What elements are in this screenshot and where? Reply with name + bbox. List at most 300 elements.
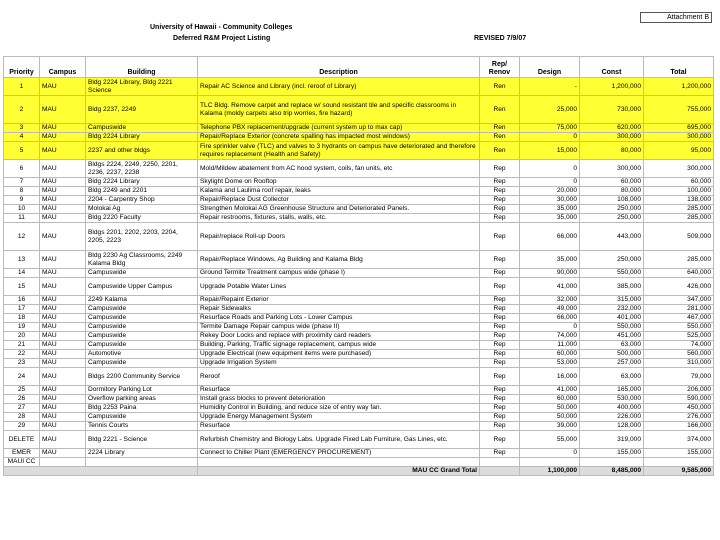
cell-description: Repair/Replace Exterior (concrete spalling has impacted most windows)	[198, 133, 480, 142]
cell-description: Kalama and Laulima roof repair, leaks	[198, 187, 480, 196]
cell-description: Resurface	[198, 386, 480, 395]
cell-campus: MAU	[40, 332, 86, 341]
cell-design: 30,000	[520, 196, 580, 205]
cell-design: 41,000	[520, 278, 580, 296]
table-row	[4, 178, 714, 187]
cell-rr: Rep	[480, 214, 520, 223]
cell-const: 165,000	[580, 386, 644, 395]
cell-campus: MAU	[40, 305, 86, 314]
cell-campus	[40, 458, 86, 467]
cell-building: 2204 - Carpentry Shop	[86, 196, 198, 205]
cell-const: 80,000	[580, 142, 644, 160]
cell-design: 0	[520, 323, 580, 332]
cell-total: 155,000	[644, 449, 714, 458]
cell-const: 530,000	[580, 395, 644, 404]
cell-building: Campuswide	[86, 341, 198, 350]
cell-description	[198, 458, 480, 467]
cell-rr: Rep	[480, 431, 520, 449]
cell-priority: 26	[4, 395, 40, 404]
table-row	[4, 196, 714, 205]
document-subtitle: Deferred R&M Project Listing	[173, 35, 271, 42]
cell-priority: 8	[4, 187, 40, 196]
cell-const: 80,000	[580, 187, 644, 196]
cell-building: Overflow parking areas	[86, 395, 198, 404]
cell-design: 75,000	[520, 124, 580, 133]
cell-total: 206,000	[644, 386, 714, 395]
cell-building: Bldg 2221 - Science	[86, 431, 198, 449]
grand-total-row	[4, 467, 714, 476]
grand-total-label: MAU CC Grand Total	[198, 467, 480, 476]
cell-campus: MAU	[40, 314, 86, 323]
cell-const: 250,000	[580, 251, 644, 269]
cell-total: 467,000	[644, 314, 714, 323]
cell-building: Bldgs 2201, 2202, 2203, 2204, 2205, 2223	[86, 223, 198, 251]
cell-design: 74,000	[520, 332, 580, 341]
table-row	[4, 305, 714, 314]
cell-const: 500,000	[580, 350, 644, 359]
cell-campus: MAU	[40, 269, 86, 278]
cell-description: Humidity Control in Building, and reduce size of entry way fan.	[198, 404, 480, 413]
cell-rr: Ren	[480, 133, 520, 142]
cell-total: 300,000	[644, 160, 714, 178]
cell-total: 347,000	[644, 296, 714, 305]
cell-description: Reroof	[198, 368, 480, 386]
table-row	[4, 96, 714, 124]
cell-campus: MAU	[40, 124, 86, 133]
cell-total: 509,000	[644, 223, 714, 251]
cell-description: Fire sprinkler valve (TLC) and valves to 3 hydrants on campus have deteriorated and therefore requires replacement (Health and Safety)	[198, 142, 480, 160]
cell-total: 100,000	[644, 187, 714, 196]
cell-description: Telephone PBX replacement/upgrade (current system up to max cap)	[198, 124, 480, 133]
cell-description: Repair/Replace Windows, Ag Building and Kalama Bldg	[198, 251, 480, 269]
cell-priority: 11	[4, 214, 40, 223]
cell-description: Connect to Chiller Plant (EMERGENCY PROCUREMENT)	[198, 449, 480, 458]
cell-design: 60,000	[520, 350, 580, 359]
cell-priority: 29	[4, 422, 40, 431]
cell-design: 50,000	[520, 404, 580, 413]
cell-const: 550,000	[580, 323, 644, 332]
table-row	[4, 78, 714, 96]
cell-campus: MAU	[40, 323, 86, 332]
cell-campus: MAU	[40, 386, 86, 395]
cell-const: 443,000	[580, 223, 644, 251]
table-header-row	[4, 57, 714, 78]
cell-campus: MAU	[40, 359, 86, 368]
col-campus: Campus	[40, 57, 86, 78]
cell-rr: Rep	[480, 160, 520, 178]
col-building: Building	[86, 57, 198, 78]
cell-priority: 14	[4, 269, 40, 278]
cell-campus: MAU	[40, 296, 86, 305]
cell-building: Campuswide	[86, 413, 198, 422]
cell-description: Repair/Replace Dust Collector	[198, 196, 480, 205]
cell-campus: MAU	[40, 422, 86, 431]
cell-design: 49,000	[520, 305, 580, 314]
cell-campus: MAU	[40, 133, 86, 142]
table-row	[4, 422, 714, 431]
grand-total-design: 1,100,000	[520, 467, 580, 476]
cell-priority: 15	[4, 278, 40, 296]
cell-campus: MAU	[40, 214, 86, 223]
cell-building: Campuswide	[86, 305, 198, 314]
cell-design: 20,000	[520, 187, 580, 196]
cell-design: 50,000	[520, 413, 580, 422]
cell-description: Resurface Roads and Parking Lots - Lower Campus	[198, 314, 480, 323]
cell-campus: MAU	[40, 223, 86, 251]
cell-rr: Ren	[480, 142, 520, 160]
table-row	[4, 251, 714, 269]
attachment-label: Attachment B	[640, 12, 712, 23]
cell-description: Resurface	[198, 422, 480, 431]
cell-design: 35,000	[520, 214, 580, 223]
cell-design: 16,000	[520, 368, 580, 386]
cell-building: Campuswide Upper Campus	[86, 278, 198, 296]
cell-design: 0	[520, 133, 580, 142]
cell-total: 374,000	[644, 431, 714, 449]
cell-total: 755,000	[644, 96, 714, 124]
cell-campus: MAU	[40, 278, 86, 296]
cell-total: 590,000	[644, 395, 714, 404]
cell-priority: 24	[4, 368, 40, 386]
cell-total: 285,000	[644, 205, 714, 214]
table-row	[4, 214, 714, 223]
table-row	[4, 133, 714, 142]
cell-description: Strengthen Molokai AG Greenhouse Structure and Deteriorated Panels.	[198, 205, 480, 214]
cell-design: -	[520, 78, 580, 96]
cell-description: Ground Termite Treatment campus wide (phase I)	[198, 269, 480, 278]
table-row	[4, 350, 714, 359]
cell-const: 226,000	[580, 413, 644, 422]
cell-rr: Rep	[480, 422, 520, 431]
cell-design: 90,000	[520, 269, 580, 278]
cell-priority: 19	[4, 323, 40, 332]
cell-building: 2237 and other bldgs	[86, 142, 198, 160]
table-row	[4, 413, 714, 422]
cell-campus: MAU	[40, 395, 86, 404]
cell-design: 0	[520, 178, 580, 187]
cell-const: 400,000	[580, 404, 644, 413]
cell-design: 53,000	[520, 359, 580, 368]
cell-description: Repair/Repaint Exterior	[198, 296, 480, 305]
cell-building: Bldg 2224 Library	[86, 133, 198, 142]
cell-design: 60,000	[520, 395, 580, 404]
cell-design: 15,000	[520, 142, 580, 160]
table-row	[4, 278, 714, 296]
cell-campus: MAU	[40, 404, 86, 413]
cell-building: Campuswide	[86, 332, 198, 341]
cell-const: 300,000	[580, 133, 644, 142]
cell-total: 550,000	[644, 323, 714, 332]
col-total: Total	[644, 57, 714, 78]
cell-const: 250,000	[580, 214, 644, 223]
cell-priority: 13	[4, 251, 40, 269]
cell-total: 450,000	[644, 404, 714, 413]
cell-building: Bldg 2220 Faculty	[86, 214, 198, 223]
cell-const: 1,200,000	[580, 78, 644, 96]
cell-rr: Rep	[480, 305, 520, 314]
table-row	[4, 296, 714, 305]
cell-priority: 9	[4, 196, 40, 205]
cell-priority: 28	[4, 413, 40, 422]
cell-const: 63,000	[580, 368, 644, 386]
table-row	[4, 142, 714, 160]
cell-priority: EMER	[4, 449, 40, 458]
grand-total-total: 9,585,000	[644, 467, 714, 476]
cell-building: Molokai Ag	[86, 205, 198, 214]
cell-building: Bldg 2249 and 2201	[86, 187, 198, 196]
cell-design: 32,000	[520, 296, 580, 305]
table-row	[4, 386, 714, 395]
cell-total: 640,000	[644, 269, 714, 278]
cell-campus: MAU	[40, 96, 86, 124]
cell-description: Building, Parking, Traffic signage replacement, campus wide	[198, 341, 480, 350]
cell-total: 525,000	[644, 332, 714, 341]
cell-campus: MAU	[40, 196, 86, 205]
cell-building: Campuswide	[86, 314, 198, 323]
cell-campus: MAU	[40, 142, 86, 160]
cell-building	[86, 458, 198, 467]
cell-priority: 21	[4, 341, 40, 350]
cell-const	[580, 458, 644, 467]
cell-building: Bldg 2230 Ag Classrooms, 2249 Kalama Bldg	[86, 251, 198, 269]
cell-campus: MAU	[40, 449, 86, 458]
cell-total: 60,000	[644, 178, 714, 187]
cell-rr: Rep	[480, 404, 520, 413]
cell-const: 155,000	[580, 449, 644, 458]
cell-const: 108,000	[580, 196, 644, 205]
cell-building: Dormitory Parking Lot	[86, 386, 198, 395]
cell-building: Bldgs 2200 Community Service	[86, 368, 198, 386]
table-row	[4, 368, 714, 386]
cell-description: TLC Bldg. Remove carpet and replace w/ sound resistant tile and specific classrooms in Kalama (moldy carpets also trip worries, fire hazard)	[198, 96, 480, 124]
cell-total: 310,000	[644, 359, 714, 368]
cell-building: Campuswide	[86, 359, 198, 368]
cell-design: 39,000	[520, 422, 580, 431]
table-row	[4, 205, 714, 214]
cell-priority: 20	[4, 332, 40, 341]
cell-description: Repair restrooms, fixtures, stalls, walls, etc.	[198, 214, 480, 223]
col-const: Const	[580, 57, 644, 78]
cell-priority: 16	[4, 296, 40, 305]
cell-building: Bldg 2237, 2249	[86, 96, 198, 124]
cell-campus: MAU	[40, 205, 86, 214]
cell-rr	[480, 458, 520, 467]
cell-const: 315,000	[580, 296, 644, 305]
cell-description: Install grass blocks to prevent deterioration	[198, 395, 480, 404]
cell-building: Bldg 2224 Library	[86, 178, 198, 187]
cell-total: 95,000	[644, 142, 714, 160]
cell-description: Upgrade Irrigation System	[198, 359, 480, 368]
cell-const: 319,000	[580, 431, 644, 449]
cell-description: Mold/Mildew abatement from AC hood system, coils, fan units, etc	[198, 160, 480, 178]
cell-const: 730,000	[580, 96, 644, 124]
col-priority: Priority	[4, 57, 40, 78]
cell-rr: Rep	[480, 196, 520, 205]
cell-priority: 7	[4, 178, 40, 187]
table-row	[4, 341, 714, 350]
cell-const: 60,000	[580, 178, 644, 187]
cell-const: 300,000	[580, 160, 644, 178]
cell-total: 426,000	[644, 278, 714, 296]
cell-const: 232,000	[580, 305, 644, 314]
cell-const: 401,000	[580, 314, 644, 323]
cell-description: Repair Sidewalks	[198, 305, 480, 314]
cell-const: 128,000	[580, 422, 644, 431]
cell-design: 35,000	[520, 205, 580, 214]
cell-const: 620,000	[580, 124, 644, 133]
cell-rr: Rep	[480, 314, 520, 323]
cell-building: Campuswide	[86, 323, 198, 332]
cell-description: Upgrade Potable Water Lines	[198, 278, 480, 296]
table-body	[4, 78, 714, 467]
cell-priority: 18	[4, 314, 40, 323]
cell-rr: Rep	[480, 269, 520, 278]
table-row	[4, 187, 714, 196]
col-rep-renov: Rep/ Renov	[480, 57, 520, 78]
cell-priority: 4	[4, 133, 40, 142]
cell-building: 2249 Kalama	[86, 296, 198, 305]
cell-campus: MAU	[40, 187, 86, 196]
cell-design: 41,000	[520, 386, 580, 395]
table-row	[4, 314, 714, 323]
table-row	[4, 431, 714, 449]
cell-priority: 1	[4, 78, 40, 96]
cell-priority: 17	[4, 305, 40, 314]
table-row	[4, 124, 714, 133]
table-row	[4, 323, 714, 332]
cell-total: 285,000	[644, 251, 714, 269]
cell-campus: MAU	[40, 178, 86, 187]
table-row	[4, 395, 714, 404]
cell-design: 0	[520, 449, 580, 458]
cell-rr: Rep	[480, 178, 520, 187]
cell-campus: MAU	[40, 251, 86, 269]
cell-description: Refurbish Chemistry and Biology Labs. Upgrade Fixed Lab Furniture, Gas Lines, etc.	[198, 431, 480, 449]
cell-building: Bldg 2253 Paina	[86, 404, 198, 413]
cell-rr: Ren	[480, 124, 520, 133]
cell-description: Skylight Dome on Rooftop	[198, 178, 480, 187]
cell-const: 550,000	[580, 269, 644, 278]
cell-design: 55,000	[520, 431, 580, 449]
cell-total: 74,000	[644, 341, 714, 350]
cell-campus: MAU	[40, 160, 86, 178]
table-row	[4, 404, 714, 413]
cell-building: Campuswide	[86, 124, 198, 133]
cell-rr: Rep	[480, 395, 520, 404]
cell-campus: MAU	[40, 350, 86, 359]
table-row	[4, 223, 714, 251]
cell-total: 285,000	[644, 214, 714, 223]
cell-priority: DELETE	[4, 431, 40, 449]
cell-total	[644, 458, 714, 467]
cell-building: 2224 Library	[86, 449, 198, 458]
project-table	[3, 56, 714, 476]
cell-rr: Rep	[480, 413, 520, 422]
cell-const: 385,000	[580, 278, 644, 296]
cell-const: 250,000	[580, 205, 644, 214]
cell-campus: MAU	[40, 78, 86, 96]
cell-building: Campuswide	[86, 269, 198, 278]
cell-building: Bldgs 2224, 2249, 2250, 2201, 2236, 2237, 2238	[86, 160, 198, 178]
cell-priority: 6	[4, 160, 40, 178]
cell-const: 257,000	[580, 359, 644, 368]
cell-campus: MAU	[40, 341, 86, 350]
cell-description: Termite Damage Repair campus wide (phase II)	[198, 323, 480, 332]
cell-description: Upgrade Energy Management System	[198, 413, 480, 422]
cell-building: Automotive	[86, 350, 198, 359]
cell-priority: 27	[4, 404, 40, 413]
cell-priority: 22	[4, 350, 40, 359]
cell-campus: MAU	[40, 413, 86, 422]
cell-total: 166,000	[644, 422, 714, 431]
col-description: Description	[198, 57, 480, 78]
cell-description: Rekey Door Locks and replace with proximity card readers	[198, 332, 480, 341]
cell-description: Repair/replace Roll-up Doors	[198, 223, 480, 251]
cell-total: 695,000	[644, 124, 714, 133]
table-row	[4, 332, 714, 341]
cell-campus: MAU	[40, 368, 86, 386]
cell-priority: 23	[4, 359, 40, 368]
cell-total: 1,200,000	[644, 78, 714, 96]
table-row	[4, 449, 714, 458]
cell-rr: Rep	[480, 251, 520, 269]
cell-rr: Rep	[480, 278, 520, 296]
grand-total-const: 8,485,000	[580, 467, 644, 476]
table-row	[4, 359, 714, 368]
cell-total: 79,000	[644, 368, 714, 386]
cell-rr: Ren	[480, 78, 520, 96]
cell-rr: Rep	[480, 223, 520, 251]
document-title: University of Hawaii - Community Colleges	[150, 24, 293, 31]
cell-rr: Rep	[480, 341, 520, 350]
cell-total: 276,000	[644, 413, 714, 422]
cell-total: 281,000	[644, 305, 714, 314]
cell-priority: 10	[4, 205, 40, 214]
cell-design: 66,000	[520, 223, 580, 251]
cell-rr: Ren	[480, 96, 520, 124]
cell-priority: 2	[4, 96, 40, 124]
cell-building: Bldg 2224 Library, Bldg 2221 Science	[86, 78, 198, 96]
cell-description: Upgrade Electrical (new equipment items were purchased)	[198, 350, 480, 359]
cell-total: 560,000	[644, 350, 714, 359]
cell-priority: MAUI CC	[4, 458, 40, 467]
table-row	[4, 160, 714, 178]
cell-design	[520, 458, 580, 467]
cell-priority: 5	[4, 142, 40, 160]
cell-priority: 3	[4, 124, 40, 133]
cell-rr: Rep	[480, 332, 520, 341]
cell-priority: 12	[4, 223, 40, 251]
cell-campus: MAU	[40, 431, 86, 449]
cell-description: Repair AC Science and Library (incl. reroof of Library)	[198, 78, 480, 96]
cell-design: 25,000	[520, 96, 580, 124]
cell-rr: Rep	[480, 350, 520, 359]
cell-design: 0	[520, 160, 580, 178]
cell-const: 63,000	[580, 341, 644, 350]
cell-rr: Rep	[480, 205, 520, 214]
table-row	[4, 458, 714, 467]
cell-design: 66,000	[520, 314, 580, 323]
cell-rr: Rep	[480, 449, 520, 458]
cell-total: 300,000	[644, 133, 714, 142]
cell-priority: 25	[4, 386, 40, 395]
cell-rr: Rep	[480, 386, 520, 395]
cell-const: 451,000	[580, 332, 644, 341]
revision-date: REVISED 7/9/07	[474, 35, 527, 42]
cell-design: 11,000	[520, 341, 580, 350]
table-row	[4, 269, 714, 278]
cell-total: 138,000	[644, 196, 714, 205]
